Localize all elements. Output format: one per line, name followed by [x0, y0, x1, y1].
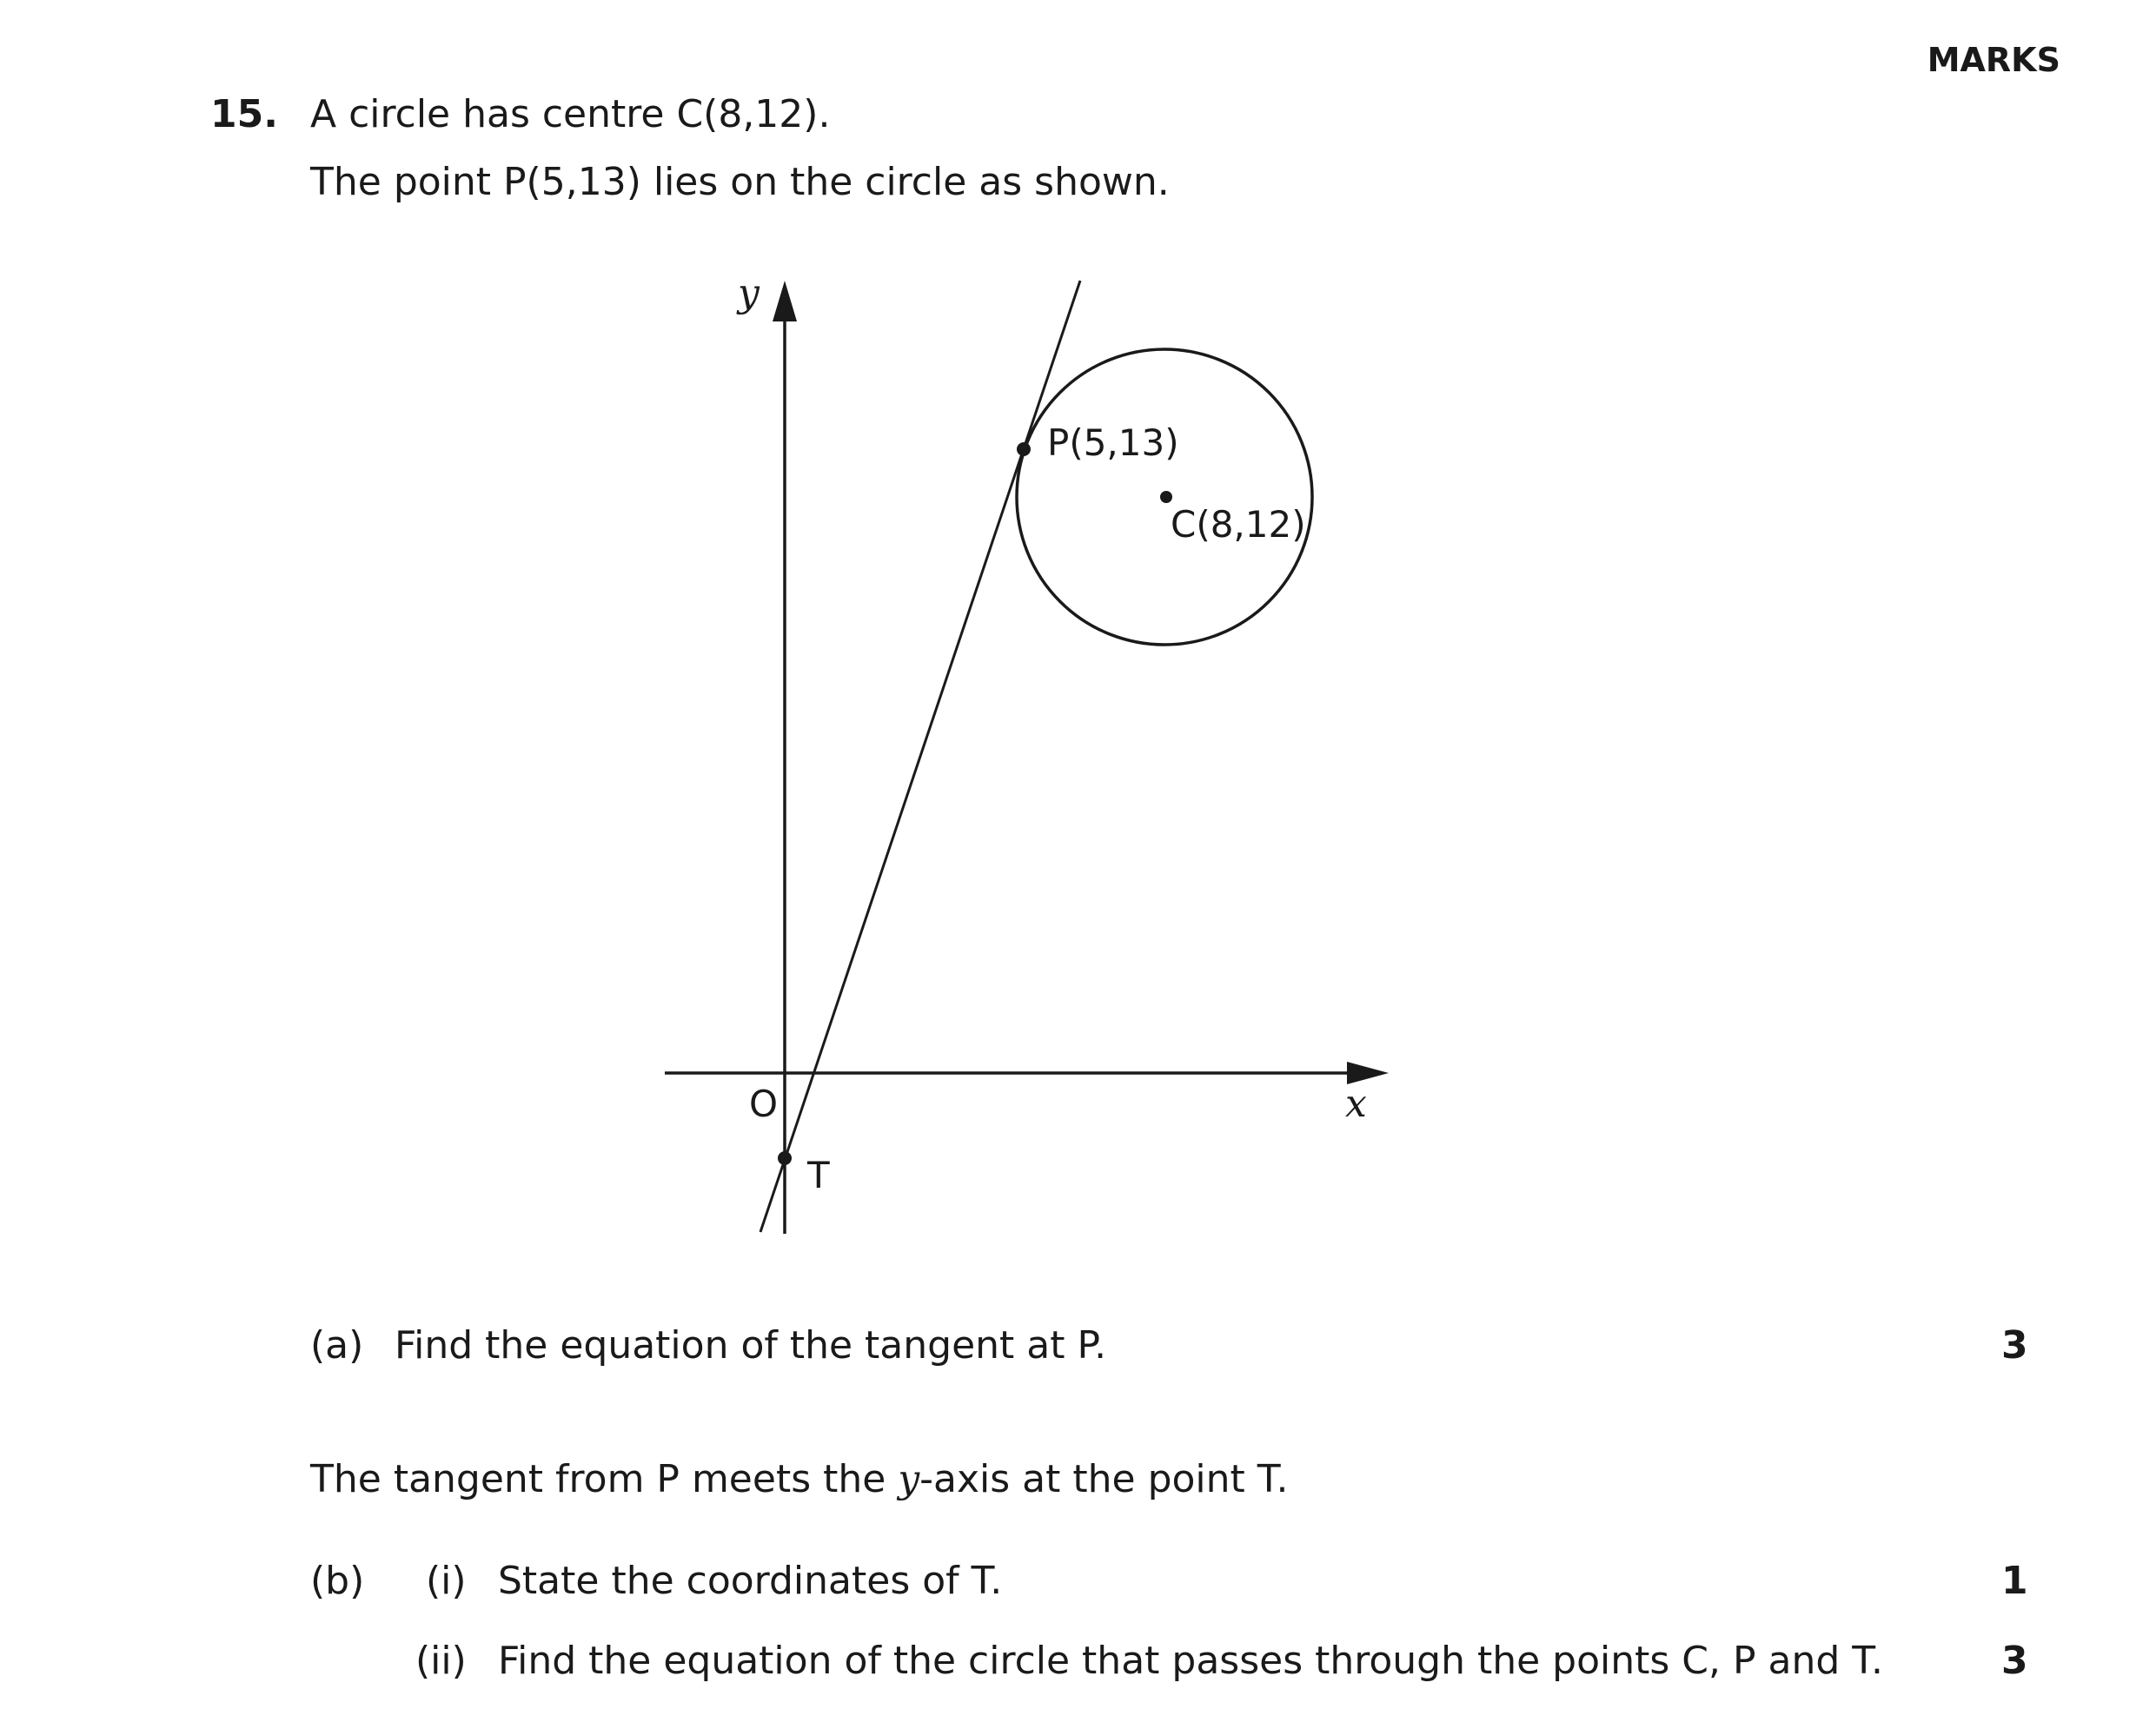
part-b-ii-text: Find the equation of the circle that passes through the points C, P and T. [498, 1639, 1883, 1683]
part-a-text: Find the equation of the tangent at P. [395, 1323, 1107, 1368]
part-b-ii-label: (ii) [415, 1639, 467, 1683]
tangent-statement-before: The tangent from P meets the [310, 1457, 899, 1501]
marks-column-header: MARKS [1927, 41, 2060, 79]
x-axis-label: x [1345, 1082, 1367, 1126]
part-b-i-text: State the coordinates of T. [498, 1559, 1003, 1603]
part-a-label: (a) [310, 1323, 364, 1368]
y-axis-arrowhead [773, 281, 797, 321]
point-t [778, 1151, 792, 1165]
question-number: 15. [210, 92, 278, 136]
origin-label: O [749, 1083, 779, 1125]
tangent-statement [310, 1457, 1289, 1501]
question-intro-line-1: A circle has centre C(8,12). [310, 92, 831, 136]
y-axis-label: y [738, 271, 760, 315]
part-b-i-label: (i) [426, 1559, 467, 1603]
part-b-label: (b) [310, 1559, 365, 1603]
part-b-i-marks: 1 [2001, 1559, 2028, 1603]
point-p [1017, 442, 1031, 456]
tangent-statement-variable: y [898, 1457, 920, 1501]
tangent-line [760, 281, 1080, 1232]
point-t-label: T [807, 1154, 830, 1196]
part-a-marks: 3 [2001, 1323, 2028, 1368]
point-p-label: P(5,13) [1047, 421, 1179, 464]
tangent-statement-after: -axis at the point T. [919, 1457, 1289, 1501]
part-b-ii-marks: 3 [2001, 1639, 2028, 1683]
point-c [1160, 491, 1172, 503]
point-c-label: C(8,12) [1171, 503, 1306, 546]
question-intro-line-2: The point P(5,13) lies on the circle as shown. [310, 160, 1170, 204]
